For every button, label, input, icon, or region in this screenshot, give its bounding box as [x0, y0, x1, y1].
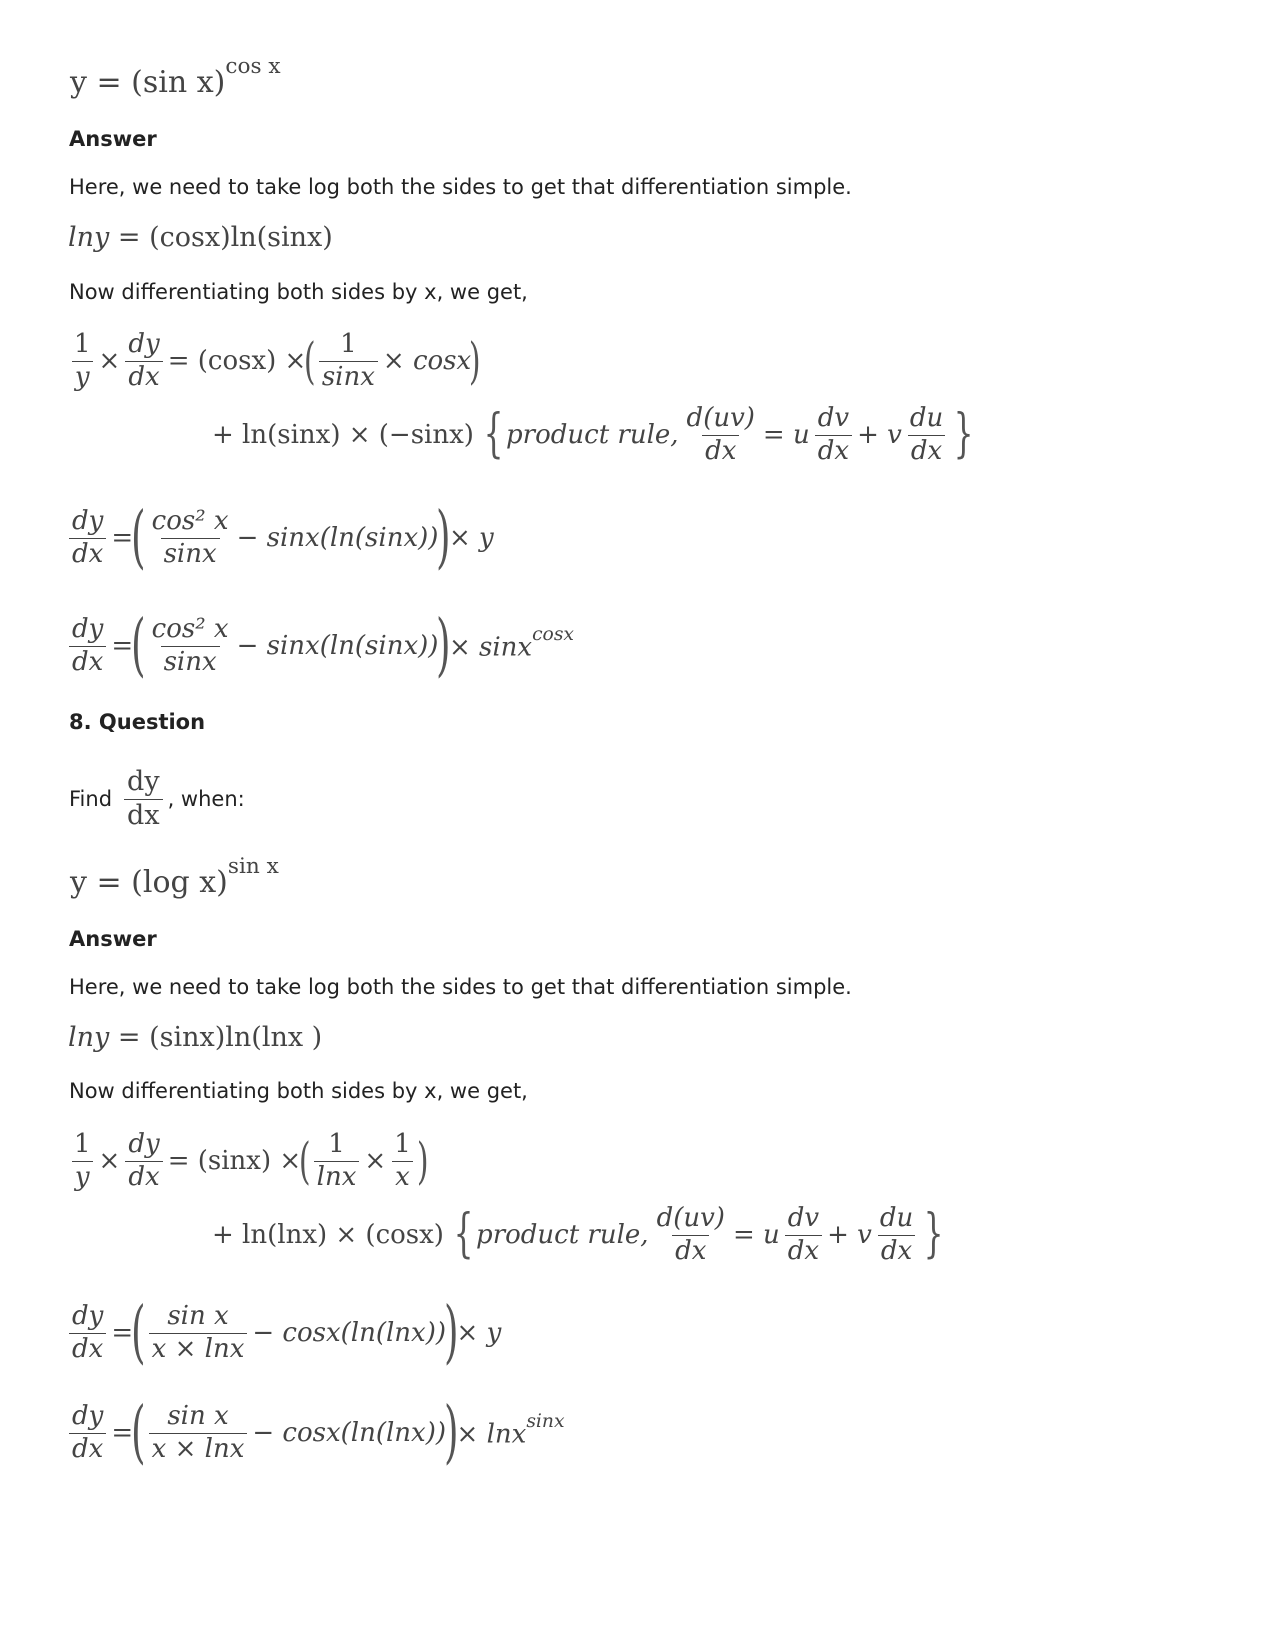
q7-diff-text: Now differentiating both sides by x, we get, [69, 280, 528, 304]
q7-answer-heading: Answer [69, 127, 157, 151]
q8-heading: 8. Question [69, 710, 206, 734]
q8-step2: + ln(lnx) × (cosx) { product rule, $\frac{d(uv)}{dx}$ = u $\frac{dv}{dx}$ + v $\frac{du}{dx}$ } [212, 1203, 944, 1266]
q7-log-equation: lny = (cosx)ln(sinx) [68, 222, 333, 253]
q7-step3: $\frac{dy}{dx}$ = ( $\frac{\text{cos² x}}{\sin x}$ − sinx(ln(sinx)) ) × y [64, 498, 494, 578]
q8-step4: $\frac{dy}{dx}$ = ( $\frac{\text{sin x}}{x \times \ln x}$ − cosx(ln(lnx)) ) × lnx$^{sinx}$ [64, 1393, 565, 1473]
q7-step4: $\frac{dy}{dx}$ = ( $\frac{\text{cos² x}}{\sin x}$ − sinx(ln(sinx)) ) × sinx$^{cosx}$ [64, 606, 574, 686]
q8-diff-text: Now differentiating both sides by x, we get, [69, 1079, 528, 1103]
q8-step3: $\frac{dy}{dx}$ = ( $\frac{\text{sin x}}{x \times \ln x}$ − cosx(ln(lnx)) ) × y [64, 1293, 501, 1373]
q8-intro-text: Here, we need to take log both the sides to get that differentiation simple. [69, 975, 852, 999]
q8-answer-heading: Answer [69, 927, 157, 951]
q8-equation: y = (log x)$^{sin x}$ [70, 854, 279, 900]
q8-step1: $\frac{1}{y}$ × $\frac{dy}{dx}$ = (sinx) × ( $\frac{1}{\ln x}$ × $\frac{1}{x}$ ) [66, 1126, 426, 1196]
q8-find-line: Find $\frac{dy}{dx}$ , when: [69, 766, 245, 831]
q7-step1: $\frac{1}{y}$ × $\frac{dy}{dx}$ = (cosx) × ( $\frac{1}{\sin x}$ × cosx ) [66, 326, 479, 396]
q8-log-equation: lny = (sinx)ln(lnx ) [68, 1022, 323, 1053]
q7-equation: y = (sin x)$^{cos x}$ [70, 54, 281, 100]
q7-intro-text: Here, we need to take log both the sides to get that differentiation simple. [69, 175, 852, 199]
q7-step2: + ln(sinx) × (−sinx) { product rule, $\frac{d(uv)}{dx}$ = u $\frac{dv}{dx}$ + v $\frac{du}{dx}$ } [212, 403, 974, 466]
